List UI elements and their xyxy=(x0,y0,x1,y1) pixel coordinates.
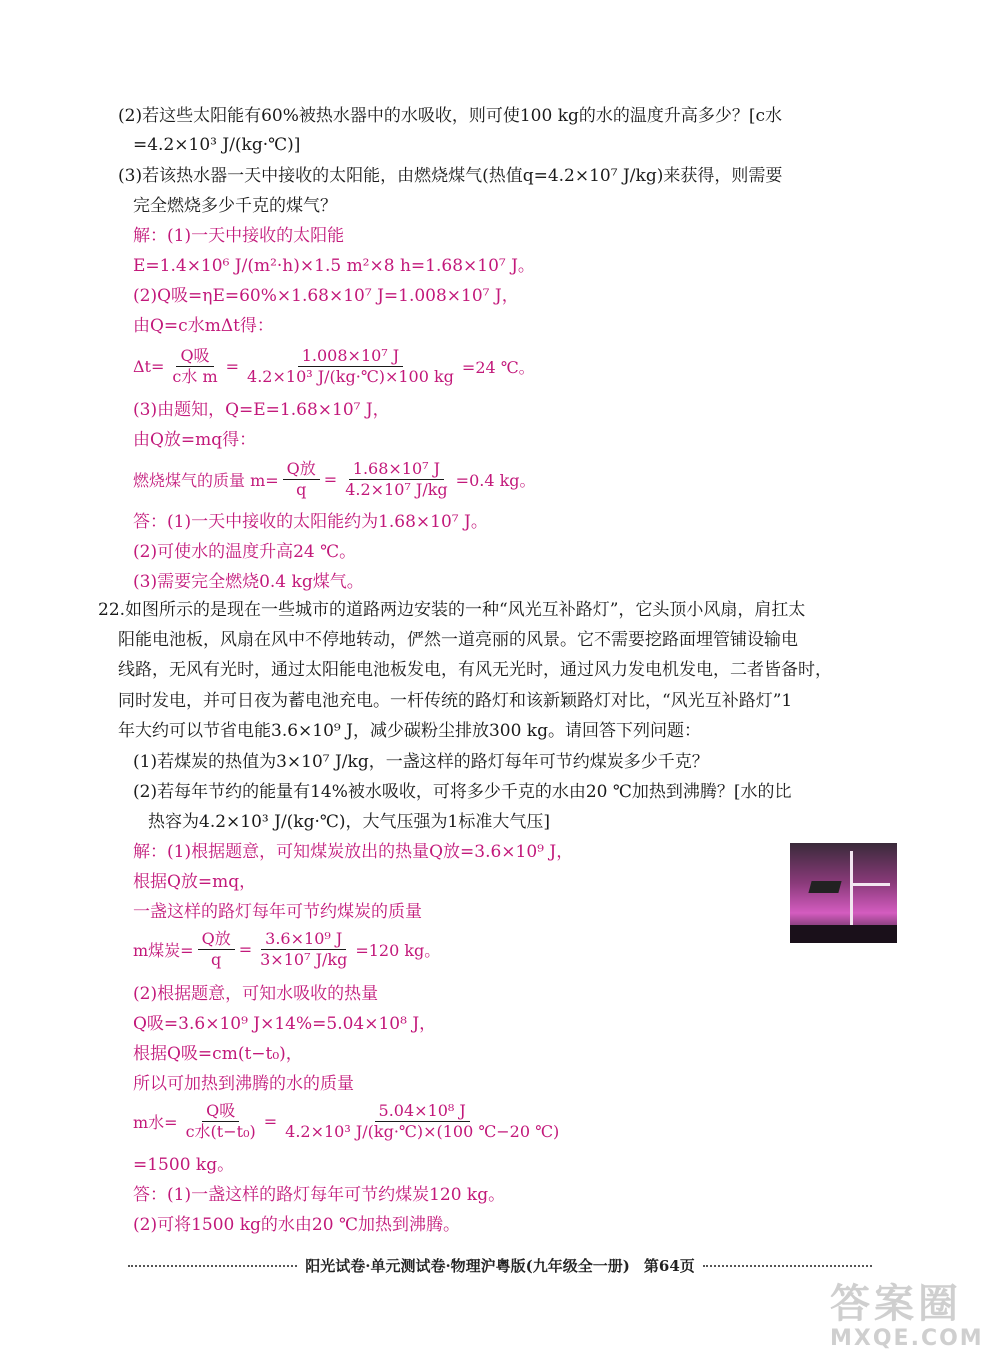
question-text: 阳能电池板，风扇在风中不停地转动，俨然一道亮丽的风景。它不需要挖路面埋管铺设输电 xyxy=(118,630,798,650)
answer-line: (3)需要完全燃烧0.4 kg煤气。 xyxy=(133,572,364,592)
page-footer xyxy=(120,1255,880,1276)
footer-title: 阳光试卷·单元测试卷·物理沪粤版(九年级全一册) xyxy=(305,1257,630,1275)
solution-line: 所以可加热到沸腾的水的质量 xyxy=(133,1074,354,1094)
fraction-denominator: q xyxy=(296,480,307,499)
solution-line: 根据Q吸=cm(t−t₀)， xyxy=(133,1044,303,1064)
solution-line: 解：(1)一天中接收的太阳能 xyxy=(133,226,345,246)
question-text: 完全燃烧多少千克的煤气？ xyxy=(133,196,337,216)
solution-line: 由Q放=mq得： xyxy=(133,430,257,450)
question-text: 年大约可以节省电能3.6×10⁹ J，减少碳粉尘排放300 kg。请回答下列问题： xyxy=(118,721,701,741)
question-text: (2)若每年节约的能量有14%被水吸收，可将多少千克的水由20 ℃加热到沸腾？[水的比 xyxy=(133,782,792,802)
page-number: 第64页 xyxy=(643,1257,695,1275)
formula-mass-coal xyxy=(133,929,440,970)
watermark xyxy=(830,1282,990,1362)
formula-lhs: m水= xyxy=(133,1113,178,1132)
fraction-denominator: 4.2×10⁷ J/kg xyxy=(345,480,448,499)
formula-lhs: 燃烧煤气的质量 m= xyxy=(133,471,279,490)
fraction-denominator: 3×10⁷ J/kg xyxy=(260,950,348,969)
solution-line: 由Q=c水mΔt得： xyxy=(133,316,274,336)
equals-sign: = xyxy=(323,470,338,489)
solution-line: 解：(1)根据题意，可知煤炭放出的热量Q放=3.6×10⁹ J， xyxy=(133,842,574,862)
footer-dots-left xyxy=(128,1265,297,1267)
question-text: =4.2×10³ J/(kg·℃)] xyxy=(133,135,301,155)
fraction-denominator: c水(t−t₀) xyxy=(185,1122,256,1141)
fraction-denominator: q xyxy=(211,950,222,969)
question-text: (3)若该热水器一天中接收的太阳能，由燃烧煤气(热值q=4.2×10⁷ J/kg)来获得，则需要 xyxy=(118,166,783,186)
street-lamp-image xyxy=(790,843,897,943)
watermark-url: MXQE.COM xyxy=(830,1326,984,1351)
question-text: 22.如图所示的是现在一些城市的道路两边安装的一种“风光互补路灯”，它头顶小风扇，肩扛太 xyxy=(98,600,806,620)
fraction-numerator: 1.008×10⁷ J xyxy=(298,346,403,367)
question-text: (1)若煤炭的热值为3×10⁷ J/kg，一盏这样的路灯每年可节约煤炭多少千克？ xyxy=(133,752,709,772)
fraction-numerator: 5.04×10⁸ J xyxy=(375,1101,470,1122)
fraction-numerator: Q放 xyxy=(198,929,235,950)
solution-line: 根据Q放=mq， xyxy=(133,872,257,892)
formula-mass-water xyxy=(133,1101,567,1142)
fraction-denominator: 4.2×10³ J/(kg·℃)×100 kg xyxy=(247,367,454,386)
equals-sign: = xyxy=(263,1112,278,1131)
equals-sign: = xyxy=(225,357,240,376)
fraction-numerator: 3.6×10⁹ J xyxy=(261,929,346,950)
solution-line: Q吸=3.6×10⁹ J×14%=5.04×10⁸ J， xyxy=(133,1014,437,1034)
solution-line: 一盏这样的路灯每年可节约煤炭的质量 xyxy=(133,902,422,922)
solution-line: E=1.4×10⁶ J/(m²·h)×1.5 m²×8 h=1.68×10⁷ J。 xyxy=(133,256,535,276)
answer-line: (2)可将1500 kg的水由20 ℃加热到沸腾。 xyxy=(133,1215,460,1235)
fraction-numerator: Q吸 xyxy=(176,346,213,367)
formula-rhs: =120 kg。 xyxy=(355,941,441,960)
formula-lhs: Δt= xyxy=(133,357,165,376)
question-text: 线路，无风有光时，通过太阳能电池板发电，有风无光时，通过风力发电机发电，二者皆备时， xyxy=(118,660,832,680)
formula-rhs: =0.4 kg。 xyxy=(455,471,536,490)
formula-lhs: m煤炭= xyxy=(133,941,194,960)
formula-mass-gas xyxy=(133,459,536,500)
solution-line: (2)根据题意，可知水吸收的热量 xyxy=(133,984,379,1004)
solution-line: =1500 kg。 xyxy=(133,1155,235,1175)
question-text: 同时发电，并可日夜为蓄电池充电。一杆传统的路灯和该新颖路灯对比，“风光互补路灯”1 xyxy=(118,691,793,711)
fraction-denominator: c水 m xyxy=(172,367,218,386)
formula-delta-t xyxy=(133,346,535,387)
formula-rhs: =24 ℃。 xyxy=(461,358,535,377)
watermark-logo-text: 答案圈 xyxy=(830,1281,962,1327)
answer-line: 答：(1)一天中接收的太阳能约为1.68×10⁷ J。 xyxy=(133,512,488,532)
answer-line: (2)可使水的温度升高24 ℃。 xyxy=(133,542,357,562)
question-text: 热容为4.2×10³ J/(kg·℃)，大气压强为1标准大气压] xyxy=(148,812,550,832)
solution-line: (3)由题知，Q=E=1.68×10⁷ J， xyxy=(133,400,390,420)
footer-dots-right xyxy=(703,1265,872,1267)
fraction-numerator: Q放 xyxy=(283,459,320,480)
question-text: (2)若这些太阳能有60%被热水器中的水吸收，则可使100 kg的水的温度升高多少？[c水 xyxy=(118,106,783,126)
fraction-denominator: 4.2×10³ J/(kg·℃)×(100 ℃−20 ℃) xyxy=(285,1122,560,1141)
equals-sign: = xyxy=(238,940,253,959)
fraction-numerator: 1.68×10⁷ J xyxy=(349,459,444,480)
answer-line: 答：(1)一盏这样的路灯每年可节约煤炭120 kg。 xyxy=(133,1185,506,1205)
solution-line: (2)Q吸=ηE=60%×1.68×10⁷ J=1.008×10⁷ J， xyxy=(133,286,519,306)
fraction-numerator: Q吸 xyxy=(202,1101,239,1122)
